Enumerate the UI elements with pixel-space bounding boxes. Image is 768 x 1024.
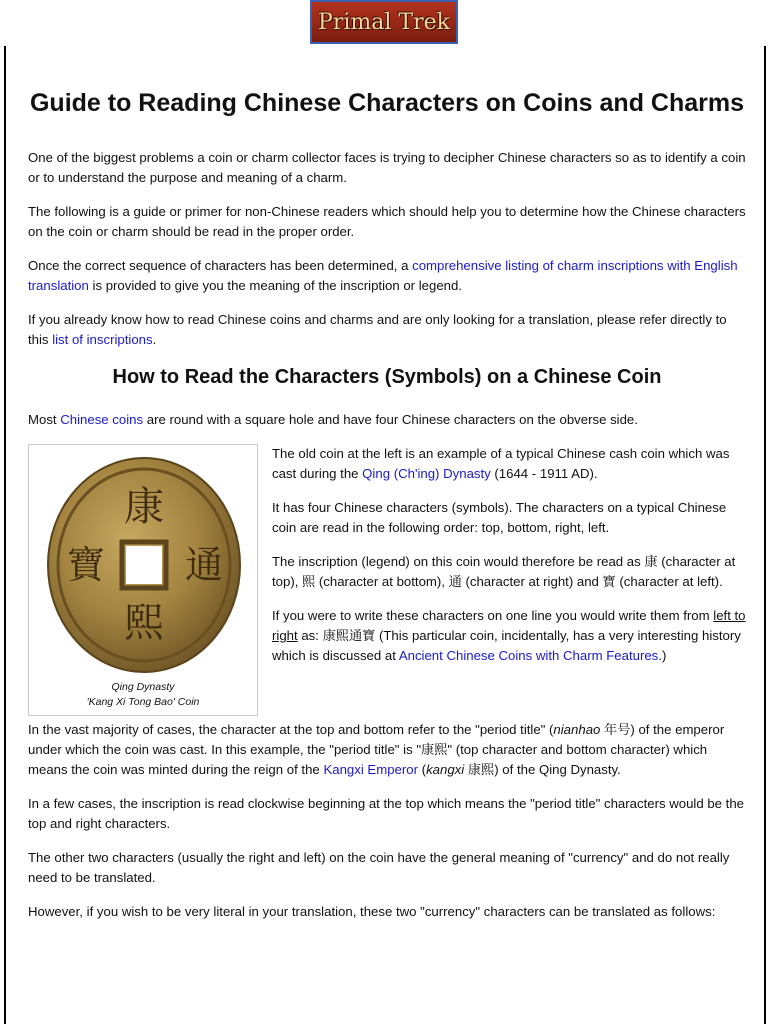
text-span: ( xyxy=(418,762,427,777)
text-span: . xyxy=(152,332,157,347)
coin-char-right: 通 xyxy=(184,543,224,587)
text-span: The old coin at the left is an example of a typical Chinese cash coin which was cast during the xyxy=(272,446,730,481)
chinese-coins-link[interactable]: Chinese coins xyxy=(60,412,144,427)
coin-figure xyxy=(28,444,258,716)
article xyxy=(28,84,746,936)
text-span: 康熙) of the Qing Dynasty. xyxy=(464,762,621,777)
text-span: is provided to give you the meaning of the inscription or legend. xyxy=(88,278,462,293)
coin-description-3: The inscription (legend) on this coin would therefore be read as 康 (character at top), 熙 (character at bottom), 通 (character at right) and 寶 (character at left). xyxy=(272,554,736,589)
coin-char-top: 康 xyxy=(124,484,164,530)
caption-line-1: Qing Dynasty xyxy=(111,681,175,693)
text-span: 年号) of the emperor under which the coin was cast. In this example, the "period title" is "康熙" (top character and bottom character) which means the coin was minted during the reign of the xyxy=(28,722,725,777)
coin-char-bottom: 熙 xyxy=(124,600,164,646)
list-of-inscriptions-link[interactable]: list of inscriptions xyxy=(52,332,153,347)
text-span: (1644 - 1911 AD). xyxy=(490,466,598,481)
period-title-paragraph xyxy=(28,720,746,780)
intro-paragraph-3 xyxy=(28,256,746,296)
kang-xi-coin-illustration xyxy=(46,456,242,674)
primal-trek-logo[interactable] xyxy=(310,0,458,44)
text-span: If you already know how to read Chinese coins and charms and are only looking for a translation, please refer directly to this xyxy=(28,312,727,347)
caption-line-2: 'Kang Xi Tong Bao' Coin xyxy=(86,696,200,708)
intro-paragraph-4 xyxy=(28,310,746,350)
text-span: .) xyxy=(658,648,667,663)
kangxi-term: kangxi xyxy=(426,762,465,777)
chinese-coins-paragraph xyxy=(28,410,746,430)
text-span: Most xyxy=(28,412,61,427)
charm-features-link[interactable]: Ancient Chinese Coins with Charm Features xyxy=(398,648,659,663)
right-border-line xyxy=(764,46,766,1024)
coin-char-left: 寶 xyxy=(66,543,106,587)
coin-caption xyxy=(29,680,257,710)
literal-translation-paragraph: However, if you wish to be very literal in your translation, these two "currency" characters can be translated as follows: xyxy=(28,904,716,919)
logo-text: Primal Trek xyxy=(318,9,450,35)
left-to-right-emphasis: left to right xyxy=(272,608,746,643)
left-border-line xyxy=(4,46,6,1024)
text-span: If you were to write these characters on one line you would write them from xyxy=(272,608,714,623)
text-span: Once the correct sequence of characters has been determined, a xyxy=(28,258,413,273)
currency-paragraph: The other two characters (usually the right and left) on the coin have the general meaning of "currency" and do not really need to be translated. xyxy=(28,850,730,885)
clockwise-paragraph: In a few cases, the inscription is read clockwise beginning at the top which means the "period title" characters would be the top and right characters. xyxy=(28,796,745,831)
text-span: as: 康熙通寶 (This particular coin, incidentally, has a very interesting history which is discussed at xyxy=(272,628,741,663)
coin-image xyxy=(29,445,259,685)
intro-paragraph-2: The following is a guide or primer for non-Chinese readers which should help you to determine how the Chinese characters on the coin or charm should be read in the proper order. xyxy=(28,204,746,239)
charm-inscriptions-link[interactable]: comprehensive listing of charm inscriptions with English translation xyxy=(28,258,738,293)
intro-paragraph-1: One of the biggest problems a coin or charm collector faces is trying to decipher Chinese characters so as to identify a coin or to understand the purpose and meaning of a charm. xyxy=(28,150,746,185)
kangxi-emperor-link[interactable]: Kangxi Emperor xyxy=(323,762,418,777)
text-span: are round with a square hole and have four Chinese characters on the obverse side. xyxy=(143,412,638,427)
section-heading: How to Read the Characters (Symbols) on a Chinese Coin xyxy=(112,366,662,388)
nianhao-term: nianhao xyxy=(553,722,601,737)
qing-dynasty-link[interactable]: Qing (Ch'ing) Dynasty xyxy=(362,466,491,481)
page-title: Guide to Reading Chinese Characters on Coins and Charms xyxy=(29,89,745,117)
coin-description-2: It has four Chinese characters (symbols). The characters on a typical Chinese coin are read in the following order: top, bottom, right, left. xyxy=(272,500,727,535)
text-span: In the vast majority of cases, the character at the top and bottom refer to the "period title" ( xyxy=(28,722,554,737)
